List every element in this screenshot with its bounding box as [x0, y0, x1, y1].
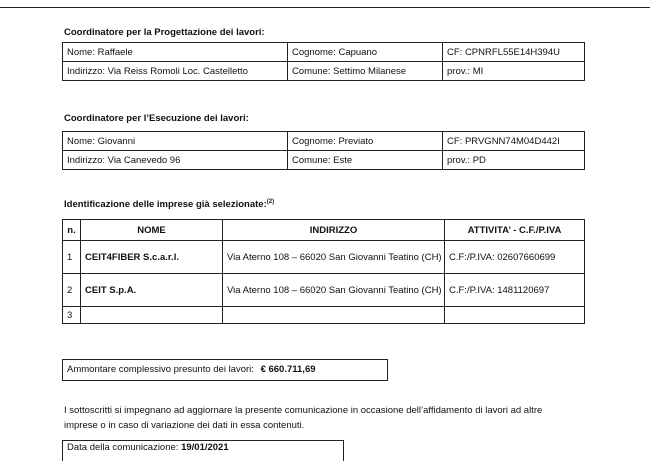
paragraph-line-1: I sottoscritti si impegnano ad aggiornare la presente comunicazione in occasione dell’affidamento di lavori ad altre: [64, 405, 543, 416]
firm-name: CEIT S.p.A.: [81, 274, 223, 307]
ammontare-box: [62, 359, 388, 381]
row-number: 2: [63, 274, 81, 307]
table-row: [63, 43, 585, 62]
firm-address: Via Aterno 108 – 66020 San Giovanni Teatino (CH): [223, 241, 445, 274]
progettazione-heading: Coordinatore per la Progettazione dei lavori:: [64, 27, 265, 38]
progettazione-prov: prov.: MI: [443, 62, 585, 81]
imprese-heading-text: Identificazione delle imprese già selezionate:: [64, 199, 267, 211]
row-number: 3: [63, 307, 81, 324]
progettazione-table: [62, 42, 585, 81]
imprese-table: [62, 219, 585, 324]
progettazione-indirizzo: Indirizzo: Via Reiss Romoli Loc. Castelletto: [63, 62, 288, 81]
table-row: [63, 274, 585, 307]
data-comunicazione-label: Data della comunicazione:: [67, 442, 179, 453]
table-row: [63, 62, 585, 81]
imprese-footnote-marker: (2): [266, 199, 275, 205]
column-header-nome: NOME: [81, 220, 223, 241]
table-row: [63, 307, 585, 324]
esecuzione-prov: prov.: PD: [443, 151, 585, 170]
progettazione-comune: Comune: Settimo Milanese: [288, 62, 443, 81]
ammontare-label: Ammontare complessivo presunto dei lavori:: [67, 364, 254, 375]
data-comunicazione-value: 19/01/2021: [181, 442, 229, 453]
firm-piva: C.F:/P.IVA: 02607660699: [445, 241, 585, 274]
firm-address: [223, 307, 445, 324]
column-header-indirizzo: INDIRIZZO: [223, 220, 445, 241]
impegno-paragraph: [64, 403, 624, 433]
esecuzione-table: [62, 131, 585, 170]
firm-name: [81, 307, 223, 324]
esecuzione-heading: Coordinatore per l’Esecuzione dei lavori:: [64, 113, 249, 124]
firm-name: CEIT4FIBER S.c.a.r.l.: [81, 241, 223, 274]
progettazione-cf: CF: CPNRFL55E14H394U: [443, 43, 585, 62]
esecuzione-comune: Comune: Este: [288, 151, 443, 170]
paragraph-line-2: imprese o in caso di variazione dei dati in essa contenuti.: [64, 420, 305, 431]
data-comunicazione-box: [62, 440, 344, 461]
table-header-row: [63, 220, 585, 241]
row-number: 1: [63, 241, 81, 274]
esecuzione-cognome: Cognome: Previato: [288, 132, 443, 151]
esecuzione-indirizzo: Indirizzo: Via Canevedo 96: [63, 151, 288, 170]
top-border-line: [0, 0, 650, 8]
ammontare-value: € 660.711,69: [260, 364, 316, 375]
firm-address: Via Aterno 108 – 66020 San Giovanni Teatino (CH): [223, 274, 445, 307]
column-header-n: n.: [63, 220, 81, 241]
table-row: [63, 241, 585, 274]
progettazione-cognome: Cognome: Capuano: [288, 43, 443, 62]
progettazione-nome: Nome: Raffaele: [63, 43, 288, 62]
firm-piva: C.F:/P.IVA: 1481120697: [445, 274, 585, 307]
column-header-attivita: ATTIVITA’ - C.F./P.IVA: [445, 220, 585, 241]
table-row: [63, 132, 585, 151]
imprese-heading: [64, 199, 274, 210]
esecuzione-nome: Nome: Giovanni: [63, 132, 288, 151]
table-row: [63, 151, 585, 170]
firm-piva: [445, 307, 585, 324]
esecuzione-cf: CF: PRVGNN74M04D442I: [443, 132, 585, 151]
